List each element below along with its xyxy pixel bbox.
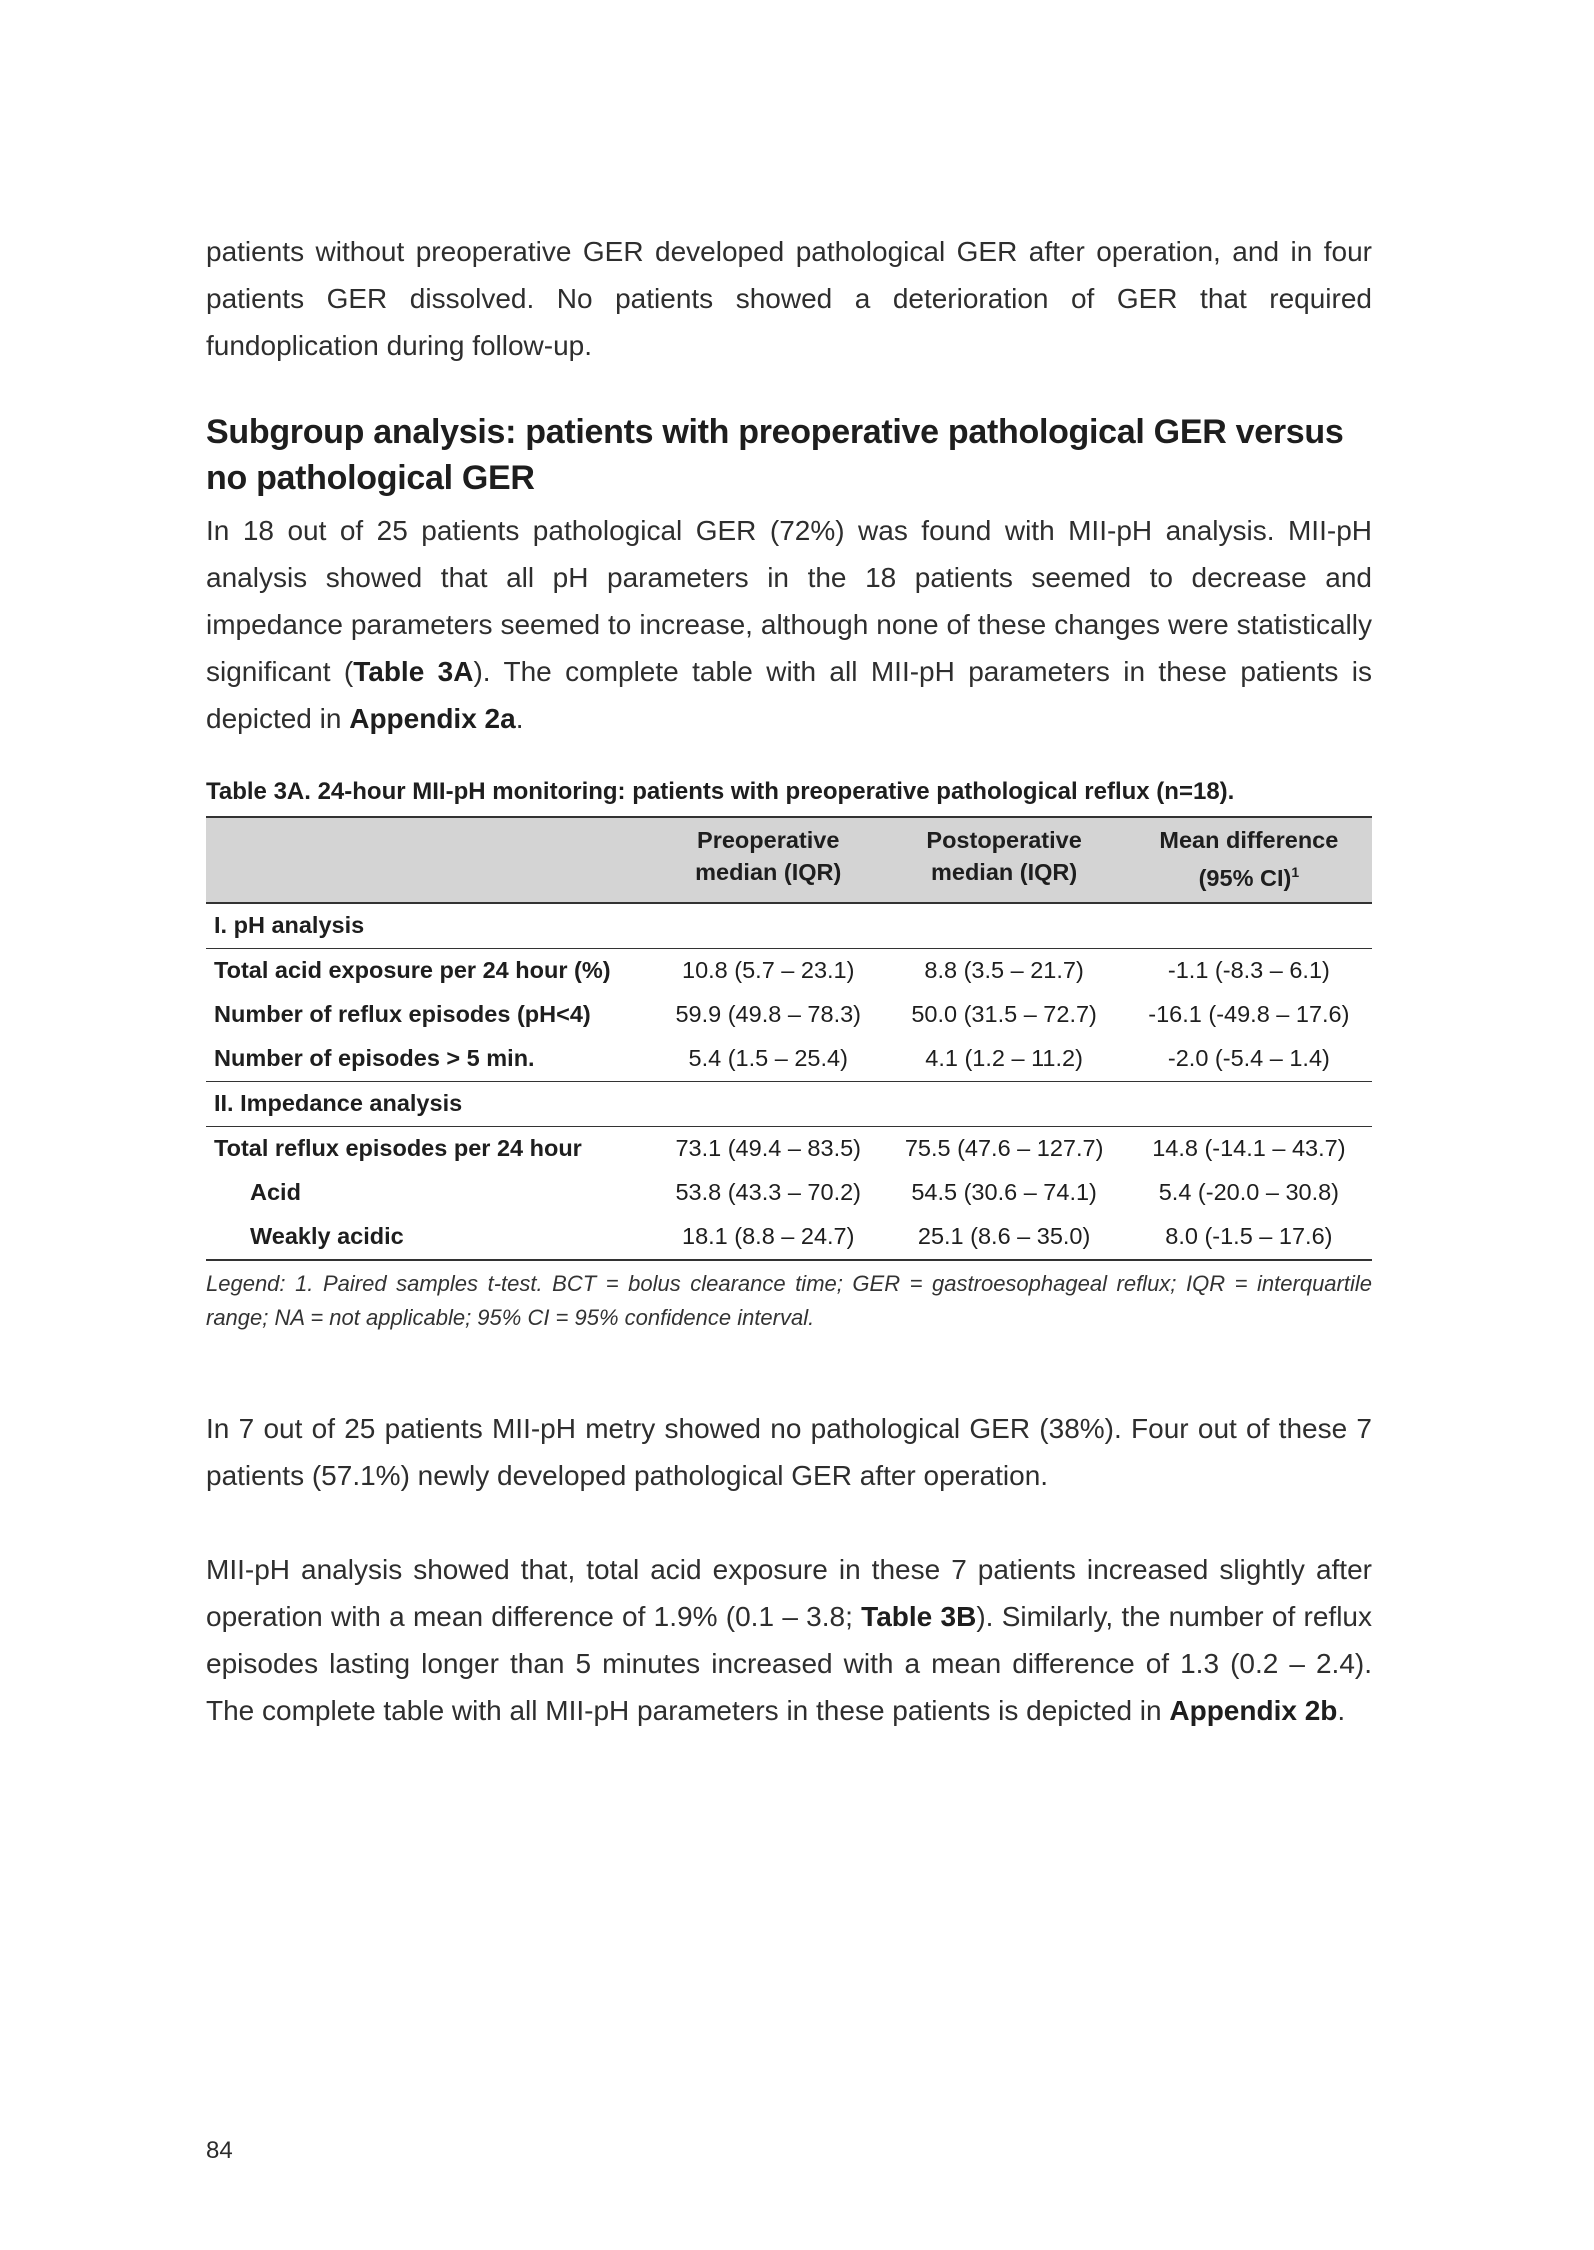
table-3b-reference: Table 3B	[861, 1600, 977, 1632]
cell-postoperative: 4.1 (1.2 – 11.2)	[925, 1045, 1083, 1072]
table-row	[206, 1171, 1372, 1215]
results-table	[206, 816, 1372, 1261]
cell-mean-difference: 14.8 (-14.1 – 43.7)	[1152, 1135, 1346, 1162]
header-text: Postoperative	[926, 827, 1082, 853]
paragraph-text: In 18 out of 25 patients pathological GER (72%) was found with MII-pH analysis. MII-pH analysis showed that all pH parameters in the 18 patients seemed to decrease and impedance parameters seemed to increase, although none of these changes were statistically significant (	[206, 515, 1372, 687]
table-row	[206, 948, 1372, 993]
section-row-ph	[206, 903, 1372, 949]
page-number: 84	[206, 2137, 233, 2164]
intro-paragraph: patients without preoperative GER developed pathological GER after operation, and in four patients GER dissolved. No patients showed a deterioration of GER that required fundoplication during follow-up.	[206, 236, 1372, 361]
cell-postoperative: 8.8 (3.5 – 21.7)	[924, 957, 1084, 984]
section-row-impedance	[206, 1081, 1372, 1126]
cell-preoperative: 18.1 (8.8 – 24.7)	[654, 1215, 882, 1260]
cell-mean-difference: -2.0 (-5.4 – 1.4)	[1167, 1045, 1330, 1072]
table-caption: Table 3A. 24-hour MII-pH monitoring: patients with preoperative pathological reflux (n=18).	[206, 778, 1235, 805]
cell-postoperative: 54.5 (30.6 – 74.1)	[911, 1179, 1097, 1206]
row-label: Acid	[250, 1179, 301, 1206]
cell-preoperative: 53.8 (43.3 – 70.2)	[675, 1179, 861, 1206]
appendix-2b-reference: Appendix 2b	[1169, 1694, 1338, 1726]
paragraph-text: .	[1337, 1694, 1346, 1726]
header-text: median (IQR)	[930, 859, 1078, 885]
header-text: Preoperative	[697, 827, 840, 853]
section-label: I. pH analysis	[206, 903, 1372, 949]
cell-postoperative: 50.0 (31.5 – 72.7)	[911, 1001, 1097, 1028]
paragraph-acid-exposure	[206, 1546, 1372, 1734]
header-text: (95% CI)	[1198, 864, 1292, 891]
header-empty	[206, 817, 654, 903]
table-row	[206, 1215, 1372, 1260]
footnote-marker: 1	[1291, 864, 1300, 880]
row-label: Total reflux episodes per 24 hour	[214, 1135, 582, 1162]
table-header-row	[206, 817, 1372, 903]
header-text: Mean difference	[1159, 827, 1339, 853]
paragraph-subgroup	[206, 507, 1372, 742]
header-text: median (IQR)	[695, 859, 842, 885]
table-row	[206, 993, 1372, 1037]
table-row	[206, 1037, 1372, 1082]
cell-mean-difference: -1.1 (-8.3 – 6.1)	[1167, 957, 1330, 984]
header-preoperative	[654, 817, 882, 903]
table-row	[206, 1126, 1372, 1171]
cell-mean-difference: 5.4 (-20.0 – 30.8)	[1158, 1179, 1340, 1206]
cell-preoperative: 59.9 (49.8 – 78.3)	[675, 1001, 861, 1028]
cell-postoperative: 25.1 (8.6 – 35.0)	[882, 1215, 1125, 1260]
cell-preoperative: 10.8 (5.7 – 23.1)	[682, 957, 855, 984]
cell-preoperative: 73.1 (49.4 – 83.5)	[675, 1135, 861, 1162]
cell-postoperative: 75.5 (47.6 – 127.7)	[904, 1135, 1104, 1162]
table-3a-reference: Table 3A	[353, 656, 474, 687]
paragraph-text: .	[515, 703, 524, 734]
section-heading: Subgroup analysis: patients with preoperative pathological GER versus no pathological GER	[206, 413, 1344, 497]
cell-mean-difference: 8.0 (-1.5 – 17.6)	[1126, 1215, 1372, 1260]
section-label: II. Impedance analysis	[206, 1081, 1372, 1126]
cell-preoperative: 5.4 (1.5 – 25.4)	[688, 1045, 848, 1072]
header-postoperative	[882, 817, 1125, 903]
header-mean-difference	[1126, 817, 1372, 903]
appendix-2a-reference: Appendix 2a	[349, 703, 516, 734]
cell-mean-difference: -16.1 (-49.8 – 17.6)	[1148, 1001, 1350, 1028]
paragraph-no-pathological: In 7 out of 25 patients MII-pH metry showed no pathological GER (38%). Four out of these 7 patients (57.1%) newly developed pathological GER after operation.	[206, 1412, 1372, 1491]
paragraph-text: ). Similarly, the number of reflux episodes lasting longer than 5 minutes increased with a mean difference of 1.3 (0.2 – 2.4). The complete table with all MII-pH parameters in these patients is depicted in	[206, 1600, 1372, 1726]
row-label: Number of episodes > 5 min.	[214, 1045, 535, 1072]
paragraph-text: ). The complete table with all MII-pH parameters in these patients is depicted in	[206, 656, 1372, 734]
page-content	[206, 228, 1372, 1734]
row-label: Weakly acidic	[206, 1215, 654, 1260]
table-legend: Legend: 1. Paired samples t-test. BCT = bolus clearance time; GER = gastroesophageal reflux; IQR = interquartile range; NA = not applicable; 95% CI = 95% confidence interval.	[206, 1270, 1372, 1330]
row-label: Total acid exposure per 24 hour (%)	[214, 957, 611, 984]
paragraph-text: MII-pH analysis showed that, total acid exposure in these 7 patients increased slightly after operation with a mean difference of 1.9% (0.1 – 3.8;	[206, 1553, 1372, 1632]
row-label: Number of reflux episodes (pH<4)	[214, 1001, 591, 1028]
